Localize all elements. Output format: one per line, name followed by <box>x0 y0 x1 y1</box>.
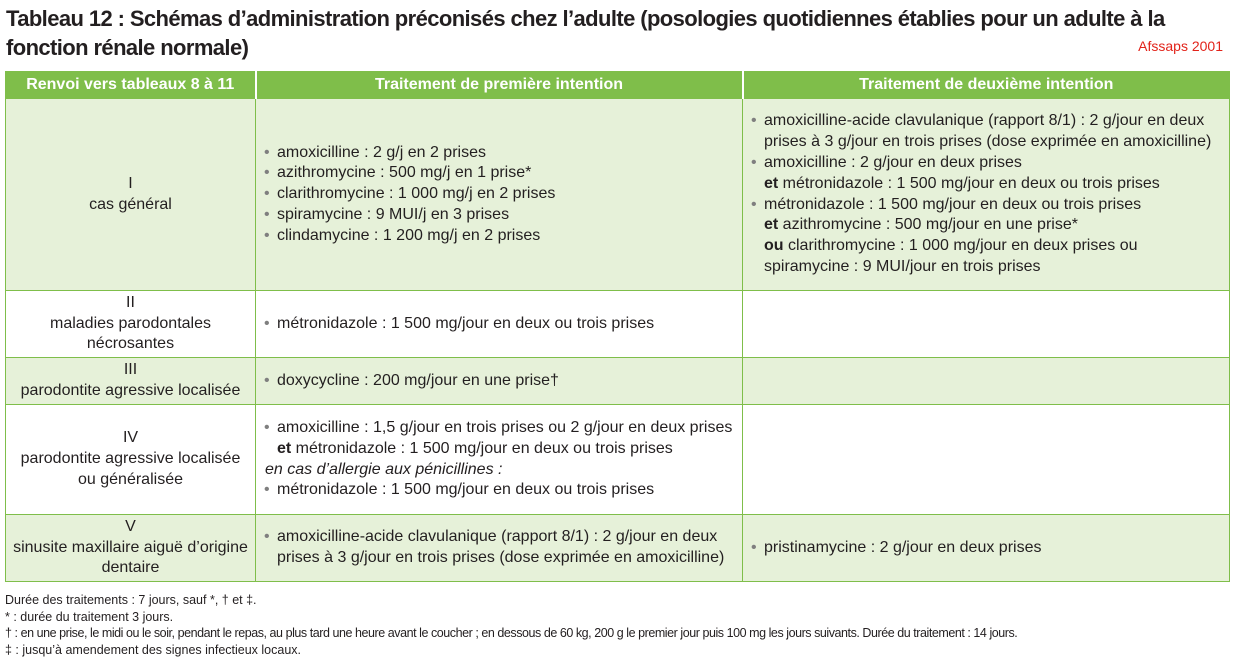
table-row <box>6 99 1230 291</box>
item-text: métronidazole : 1 500 mg/jour en deux ou trois prises <box>277 314 655 332</box>
case-label: sinusite maxillaire aiguë d’origine dentaire <box>13 538 248 577</box>
list-item <box>262 314 736 335</box>
header-second-line: Traitement de deuxième intention <box>743 72 1230 99</box>
list-item <box>262 527 736 569</box>
table-row <box>6 358 1230 405</box>
second-line-cell <box>743 99 1230 291</box>
item-text: en cas d’allergie aux pénicillines : <box>265 460 503 478</box>
list-item <box>749 153 1223 174</box>
case-label: maladies parodontales nécrosantes <box>50 314 211 353</box>
item-text: azithromycine : 500 mg/j en 1 prise* <box>277 164 532 182</box>
list-item <box>749 538 1223 559</box>
reference-cell <box>6 358 256 405</box>
item-text: clindamycine : 1 200 mg/j en 2 prises <box>277 226 541 244</box>
footnote-dagger: † : en une prise, le midi ou le soir, pendant le repas, au plus tard une heure avant le coucher ; en dessous de 60 kg, 200 g le premier jour puis 100 mg les jours suivants. Durée du traitement : 14 jours. <box>5 626 1018 640</box>
list-item <box>262 143 736 164</box>
second-line-cell <box>743 405 1230 515</box>
list-item <box>262 163 736 184</box>
conjunction: et <box>764 174 779 192</box>
first-line-cell <box>256 358 743 405</box>
second-line-cell <box>743 358 1230 405</box>
list-item <box>749 236 1223 278</box>
table-row <box>6 405 1230 515</box>
case-number: V <box>125 517 136 535</box>
table-row <box>6 291 1230 358</box>
case-number: IV <box>122 429 139 447</box>
item-text: pristinamycine : 2 g/jour en deux prises <box>764 538 1042 556</box>
list-note <box>262 460 736 481</box>
item-text: amoxicilline : 2 g/jour en deux prises <box>764 153 1022 171</box>
case-number: III <box>123 361 138 379</box>
first-line-cell <box>256 515 743 582</box>
footnote-star: * : durée du traitement 3 jours. <box>5 609 174 624</box>
item-text: amoxicilline-acide clavulanique (rapport 8/1) : 2 g/jour en deux prises à 3 g/jour en trois prises (dose exprimée en amoxicilline) <box>764 112 1212 151</box>
second-line-cell <box>743 291 1230 358</box>
source-label: Afssaps 2001 <box>1138 38 1223 54</box>
list-item <box>749 215 1223 236</box>
item-text: amoxicilline-acide clavulanique (rapport 8/1) : 2 g/jour en deux prises à 3 g/jour en trois prises (dose exprimée en amoxicilline) <box>277 528 725 566</box>
list-item <box>262 226 736 247</box>
footnote-duration: Durée des traitements : 7 jours, sauf *, † et ‡. <box>5 593 257 607</box>
first-line-cell <box>256 99 743 291</box>
item-text: azithromycine : 500 mg/jour en une prise* <box>778 216 1078 234</box>
list-item <box>262 418 736 439</box>
item-text: métronidazole : 1 500 mg/jour en deux ou trois prises <box>291 439 673 457</box>
item-text: spiramycine : 9 MUI/j en 3 prises <box>277 205 510 223</box>
conjunction: ou <box>764 237 784 255</box>
conjunction: et <box>764 216 779 234</box>
table-row <box>6 515 1230 582</box>
case-label: parodontite agressive localisée <box>20 382 241 399</box>
reference-cell <box>6 515 256 582</box>
list-item <box>262 371 736 392</box>
second-line-cell <box>743 515 1230 582</box>
dosage-table <box>5 71 1230 582</box>
list-item <box>749 174 1223 195</box>
first-line-cell <box>256 291 743 358</box>
header-first-line: Traitement de première intention <box>256 72 743 99</box>
conjunction: et <box>277 439 292 457</box>
list-item <box>262 205 736 226</box>
list-item <box>262 480 736 501</box>
table-header-row <box>6 72 1230 99</box>
case-number: II <box>126 293 135 311</box>
list-item <box>749 195 1223 216</box>
case-label: parodontite agressive localisée ou généralisée <box>20 450 241 488</box>
item-text: métronidazole : 1 500 mg/jour en deux ou trois prises <box>764 195 1142 213</box>
reference-cell <box>6 405 256 515</box>
list-item <box>749 111 1223 153</box>
item-text: métronidazole : 1 500 mg/jour en deux ou trois prises <box>277 481 655 499</box>
footnotes <box>5 592 1237 658</box>
footnote-double-dagger: ‡ : jusqu’à amendement des signes infectieux locaux. <box>5 642 302 657</box>
list-item <box>262 184 736 205</box>
reference-cell <box>6 291 256 358</box>
item-text: clarithromycine : 1 000 mg/jour en deux prises ou spiramycine : 9 MUI/jour en trois prises <box>764 237 1138 275</box>
item-text: doxycycline : 200 mg/jour en une prise† <box>277 371 559 389</box>
table-title: Tableau 12 : Schémas d’administration préconisés chez l’adulte (posologies quotidiennes établies pour un adulte à la fonction rénale normale) <box>6 6 1165 60</box>
item-text: amoxicilline : 1,5 g/jour en trois prises ou 2 g/jour en deux prises <box>277 418 733 436</box>
header-reference: Renvoi vers tableaux 8 à 11 <box>6 72 256 99</box>
item-text: clarithromycine : 1 000 mg/j en 2 prises <box>277 185 556 203</box>
list-item <box>262 439 736 460</box>
reference-cell <box>6 99 256 291</box>
case-number: I <box>128 174 133 192</box>
item-text: métronidazole : 1 500 mg/jour en deux ou trois prises <box>778 174 1160 192</box>
case-label: cas général <box>89 195 172 213</box>
first-line-cell <box>256 405 743 515</box>
item-text: amoxicilline : 2 g/j en 2 prises <box>277 143 486 161</box>
